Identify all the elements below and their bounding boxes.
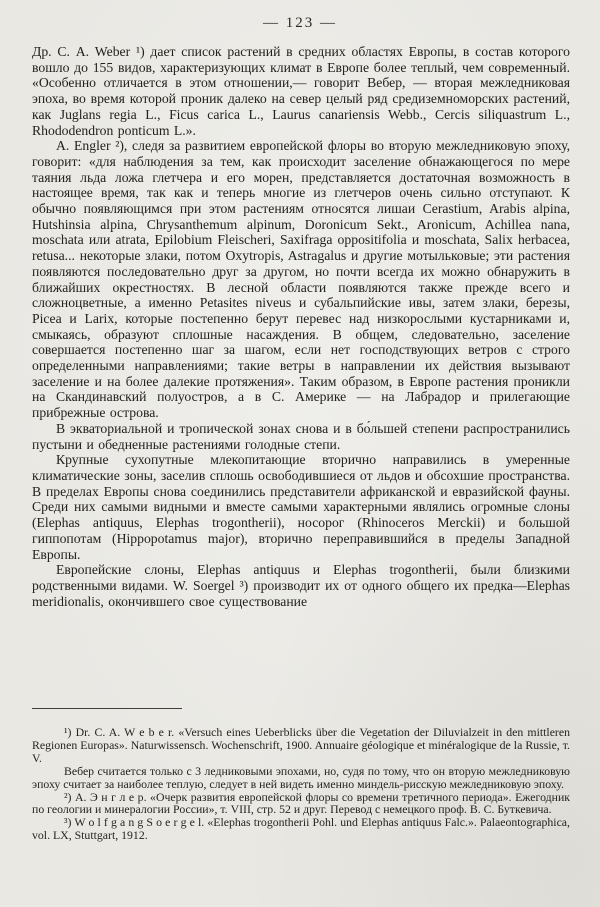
- page-body: [32, 44, 570, 609]
- footnote-separator: [32, 708, 182, 709]
- footnote-3: ³) W o l f g a n g S o e r g e l. «Elephas trogontherii Pohl. und Elephas antiquus Falc.». Palaeontographica, vol. LX, Stuttgart, 1912.: [32, 815, 570, 843]
- footnote-1-continuation: Вебер считается только с 3 ледниковыми эпохами, но, судя по тому, что он вторую межледниковую эпоху считает за наиболее теплую, следует в ней видеть именно миндель-рисскую межледниковую эпоху.: [32, 763, 570, 791]
- body-paragraph-weber: Др. С. А. Weber ¹) дает список растений в средних областях Европы, в состав которого вошло до 155 видов, характеризующих климат в Европе более теплый, чем современный. «Особенно отличается в этом отношении,— говорит Вебер, — вторая межледниковая эпоха, во время которой проник далеко на север целый ряд средиземноморских растений, как Juglans regia L., Ficus carica L., Laurus canariensis Webb., Cercis siliquastrum L., Rhododendron ponticum L.».: [32, 44, 570, 138]
- footnote-2: ²) А. Э н г л е р. «Очерк развития европейской флоры со времени третичного периода». Ежегодник по геологии и минералогии России», т. VIII, стр. 52 и друг. Перевод с немецкого проф. В. С. Буткевича.: [32, 789, 570, 817]
- footnote-1: ¹) Dr. C. A. W e b e r. «Versuch eines Ueberblicks über die Vegetation der Diluvialzeit in den mittleren Regionen Europas». Naturwissensch. Wochenschrift, 1900. Annuaire géologique et minéralogique de la Russie, т. V.: [32, 725, 570, 765]
- body-paragraph-engler: А. Engler ²), следя за развитием европейской флоры во вторую межледниковую эпоху, говорит: «для наблюдения за тем, как происходит заселение обнажающегося по мере таяния льда ложа глетчера и его морен, представляется достаточная возможность в настоящее время, так как и теперь многие из глетчеров очень сильно отступают. К обычно появляющимся при этом растениям относятся лишаи Cerastium, Arabis alpina, Hutshinsia alpina, Chrysanthemum alpinum, Doronicum Sekt., Aronicum, Achillea nana, moschata или atrata, Epilobium Fleischeri, Saxifraga oppositifolia и moschata, Salix herbacea, retusa... некоторые злаки, потом Oxytropis, Astragalus и другие мотыльковые; эти растения появляются последовательно друг за другом, но почти всегда их можно обнаружить в ближайших окрестностях. В лесной области появляются также прежде всего и сложноцветные, а именно Petasites niveus и субальпийские ивы, затем злаки, березы, Picea и Larix, которые постепенно берут перевес над низкорослыми кустарниками и, смыкаясь, образуют сплошные насаждения. В общем, следовательно, заселение совершается постепенно шаг за шагом, если нет господствующих ветров с строго определенными направлениями; такие ветры в направлении их действия вызывают заселение и на более далекие протяжения». Таким образом, в Европе растения проникли на Скандинавский полуостров, а в С. Америке — на Лабрадор и прилегающие прибрежные острова.: [32, 138, 570, 421]
- body-paragraph-equatorial-zones: В экваториальной и тропической зонах снова и в бо́льшей степени распространились пустыни и обедненные растениями голодные степи.: [32, 420, 570, 452]
- footnotes-block: [32, 726, 570, 842]
- page-number: — 123 —: [263, 15, 337, 31]
- body-paragraph-mammals: Крупные сухопутные млекопитающие вторично направились в умеренные климатические зоны, заселив сплошь освободившиеся от льдов и обсохшие пространства. В пределах Европы снова соединились представители африканской и евразийской фауны. Среди них самыми видными и вместе самыми характерными являлись огромные слоны (Elephas antiquus, Elephas trogontherii), носорог (Rhinoceros Merckii) и большой гиппопотам (Hippopotamus major), вторично переправившийся в пределы Западной Европы.: [32, 452, 570, 562]
- body-paragraph-elephants: Европейские слоны, Elephas antiquus и Elephas trogontherii, были близкими родственными видами. W. Soergel ³) производит их от одного общего их предка—Elephas meridionalis, окончившего свое существование: [32, 562, 570, 609]
